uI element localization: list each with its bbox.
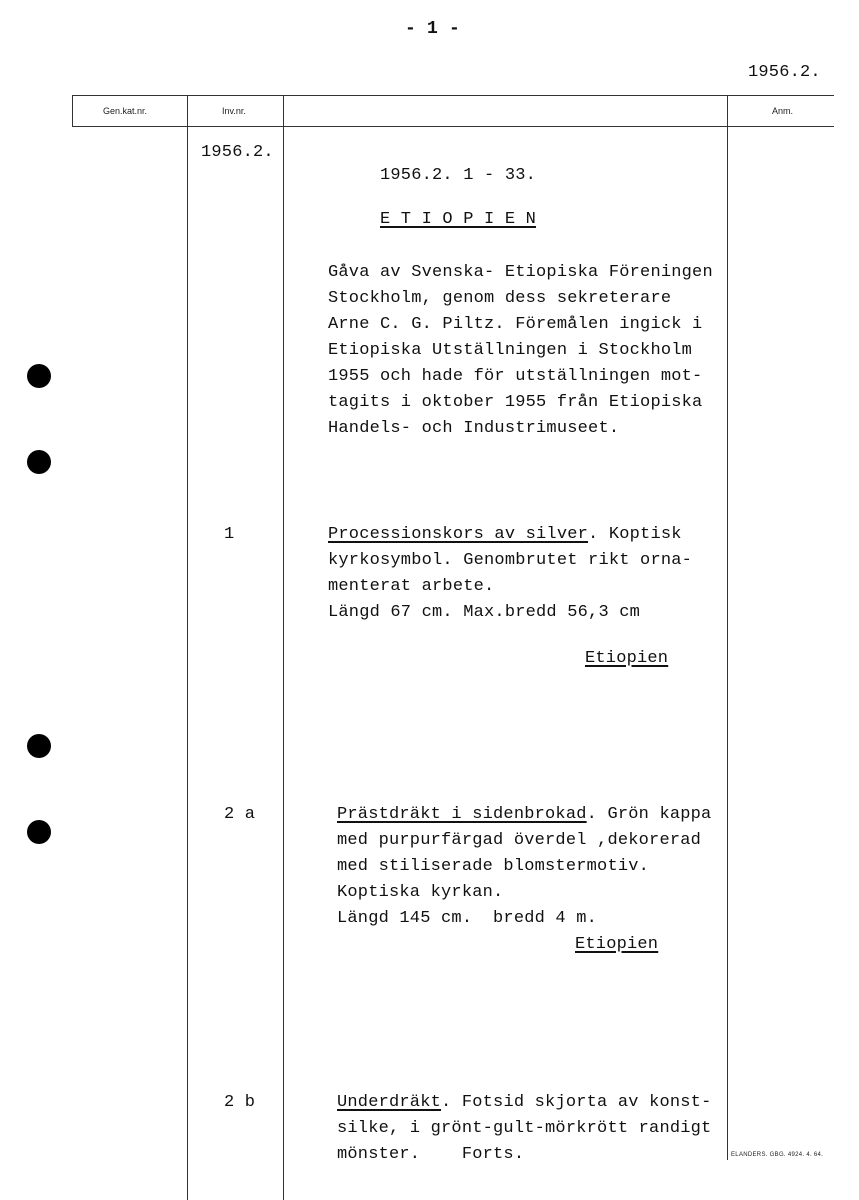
entry-line: . Koptisk — [588, 525, 682, 544]
entry-line: kyrkosymbol. Genombrutet rikt orna- — [328, 551, 693, 570]
entry-title: Processionskors av silver — [328, 525, 589, 544]
entry-line: . Grön kappa — [586, 805, 712, 824]
col-header-gen-kat: Gen.kat.nr. — [103, 106, 148, 116]
col-header-inv: Inv.nr. — [222, 106, 246, 116]
col-header-anm: Anm. — [772, 106, 794, 116]
collection-range: 1956.2. 1 - 33. — [380, 166, 537, 185]
collection-heading: E T I O P I E N — [380, 210, 537, 229]
entry-line: med stiliserade blomstermotiv. — [337, 857, 650, 876]
entry-number: 2 a — [224, 805, 256, 824]
entry-line: Koptiska kyrkan. — [337, 883, 504, 902]
punch-hole — [27, 450, 51, 474]
collection-description — [328, 260, 713, 442]
description-line: Gåva av Svenska- Etiopiska Föreningen — [328, 263, 713, 282]
entry-line: mönster. Forts. — [337, 1145, 525, 1164]
entry-text — [337, 802, 711, 932]
entry-text — [337, 1090, 711, 1168]
punch-hole — [27, 364, 51, 388]
page-number: - 1 - — [405, 19, 461, 39]
entry-origin: Etiopien — [575, 935, 659, 954]
entry-line: . Fotsid skjorta av konst- — [441, 1093, 712, 1112]
punch-hole — [27, 734, 51, 758]
inv-number: 1956.2. — [201, 143, 274, 162]
description-line: Handels- och Industrimuseet. — [328, 419, 620, 438]
column-rule — [727, 95, 728, 1160]
description-line: Etiopiska Utställningen i Stockholm — [328, 341, 693, 360]
entry-line: silke, i grönt-gult-mörkrött randigt — [337, 1119, 712, 1138]
printer-mark: ELANDERS. GBG. 4924. 4. 64. — [731, 1152, 824, 1158]
column-rule — [283, 95, 284, 1200]
entry-title: Prästdräkt i sidenbrokad — [337, 805, 587, 824]
punch-hole — [27, 820, 51, 844]
description-line: Arne C. G. Piltz. Föremålen ingick i — [328, 315, 703, 334]
corner-reference: 1956.2. — [748, 63, 821, 82]
column-rule — [72, 95, 73, 126]
entry-line: med purpurfärgad överdel ,dekorerad — [337, 831, 702, 850]
entry-number: 2 b — [224, 1093, 256, 1112]
column-rule — [187, 95, 188, 1200]
entry-line: menterat arbete. — [328, 577, 495, 596]
entry-line: Längd 145 cm. bredd 4 m. — [337, 909, 598, 928]
entry-text — [328, 522, 692, 626]
entry-number: 1 — [224, 525, 235, 544]
description-line: Stockholm, genom dess sekreterare — [328, 289, 672, 308]
entry-title: Underdräkt — [337, 1093, 442, 1112]
description-line: tagits i oktober 1955 från Etiopiska — [328, 393, 703, 412]
entry-line: Längd 67 cm. Max.bredd 56,3 cm — [328, 603, 641, 622]
entry-origin: Etiopien — [585, 649, 669, 668]
description-line: 1955 och hade för utställningen mot- — [328, 367, 703, 386]
